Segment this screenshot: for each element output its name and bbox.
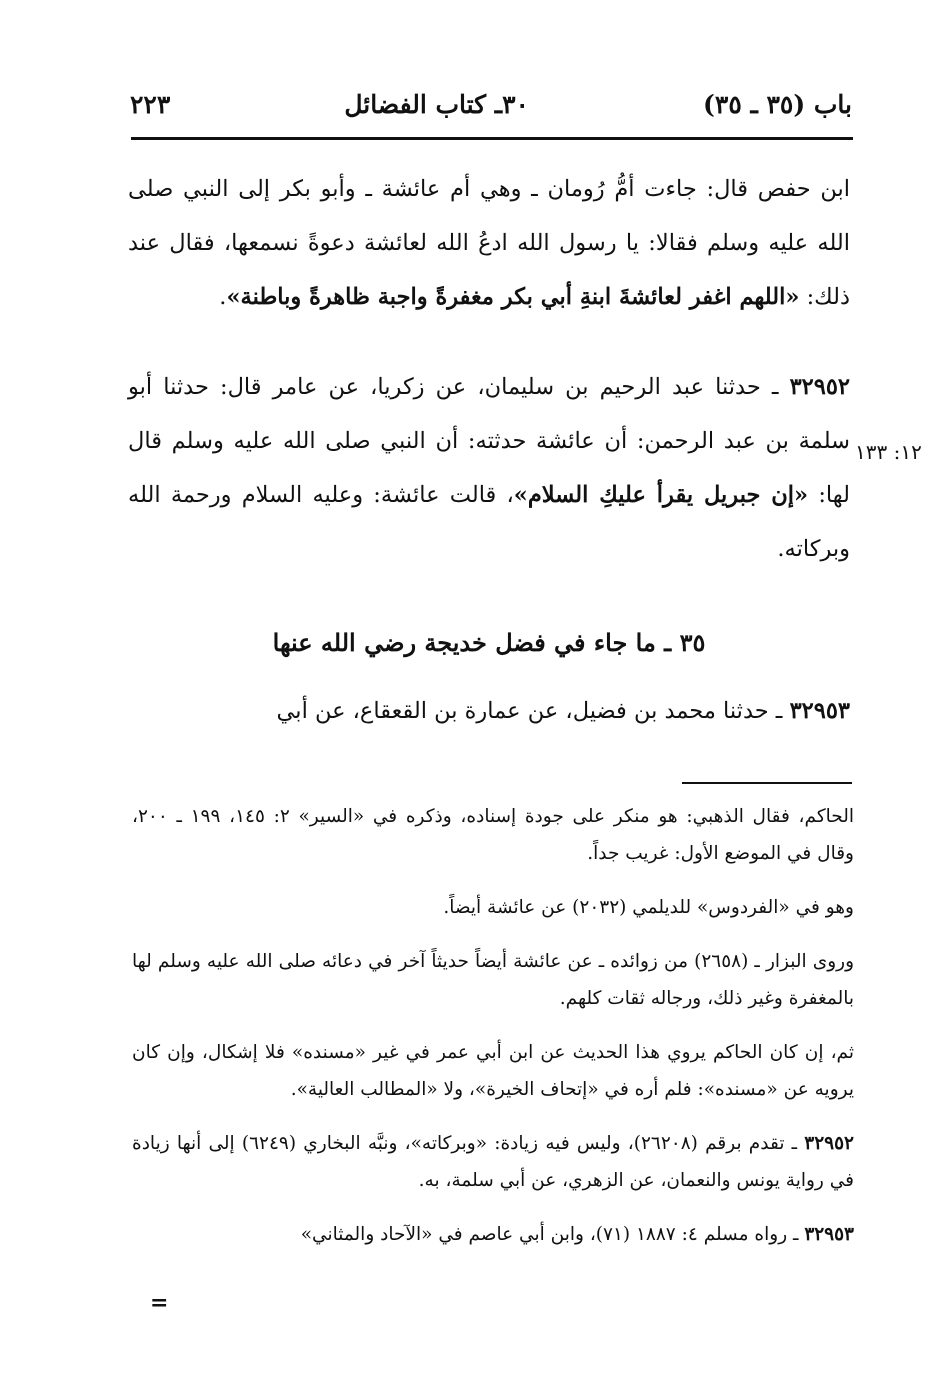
footnote-text: ـ تقدم برقم (٢٦٢٠٨)، وليس فيه زيادة: «وبركاته»، ونبَّه البخاري (٦٢٤٩) إلى أنها زيادة في رواية يونس والنعمان، عن الزهري، عن أبي سلمة، به.	[132, 1133, 854, 1191]
paragraph-end: .	[219, 284, 227, 310]
header-rule	[131, 137, 853, 140]
paragraph-text: ـ حدثنا محمد بن فضيل، عن عمارة بن القعقاع، عن أبي	[276, 698, 790, 724]
footnote: الحاكم، فقال الذهبي: هو منكر على جودة إسناده، وذكره في «السير» ٢: ١٤٥، ١٩٩ ـ ٢٠٠، وقال في الموضع الأول: غريب جداً.	[132, 806, 854, 864]
paragraph-text: ـ حدثنا عبد الرحيم بن سليمان، عن زكريا، عن عامر قال: حدثنا أبو سلمة بن عبد الرحمن: أن عائشة حدثته: أن النبي صلى الله عليه وسلم قال لها:	[128, 374, 850, 508]
footnote-rule	[682, 782, 852, 784]
hadith-32953	[128, 684, 850, 738]
book-title: ٣٠ـ كتاب الفضائل	[344, 89, 529, 119]
paragraph-continuation	[128, 162, 850, 324]
footnote-number: ٣٢٩٥٢	[804, 1133, 854, 1154]
section-title: ٣٥ ـ ما جاء في فضل خديجة رضي الله عنها	[272, 628, 706, 657]
footnote	[132, 1216, 854, 1253]
main-text	[128, 162, 850, 738]
hadith-quote: «إن جبريل يقرأ عليكِ السلام»	[513, 482, 809, 508]
hadith-32952	[128, 360, 850, 576]
paragraph-end: ، قالت عائشة: وعليه السلام ورحمة الله وبركاته.	[128, 482, 850, 562]
footnote-text: ـ رواه مسلم ٤: ١٨٨٧ (٧١)، وابن أبي عاصم في «الآحاد والمثاني»	[300, 1224, 805, 1245]
footnote: وهو في «الفردوس» للديلمي (٢٠٣٢) عن عائشة أيضاً.	[443, 897, 854, 918]
page-header	[130, 82, 852, 126]
footnote: وروى البزار ـ (٢٦٥٨) من زوائده ـ عن عائشة أيضاً حديثاً آخر في دعائه صلى الله عليه وسلم لها بالمغفرة وغير ذلك، ورجاله ثقات كلهم.	[132, 951, 855, 1009]
continuation-mark: =	[150, 1290, 169, 1316]
footnote-number: ٣٢٩٥٣	[804, 1224, 854, 1245]
margin-reference: ١٢: ١٣٣	[855, 440, 922, 464]
chapter-heading: باب (٣٥ ـ ٣٥)	[703, 89, 852, 119]
hadith-number: ٣٢٩٥٢	[789, 374, 850, 400]
footnotes	[132, 798, 854, 1270]
paragraph-text: ابن حفص قال: جاءت أمُّ رُومان ـ وهي أم عائشة ـ وأبو بكر إلى النبي صلى الله عليه وسلم فقالا: يا رسول الله ادعُ الله لعائشة دعوةً نسمعها، فقال عند ذلك:	[128, 176, 850, 310]
hadith-number: ٣٢٩٥٣	[789, 698, 850, 724]
footnote: ثم، إن كان الحاكم يروي هذا الحديث عن ابن أبي عمر في غير «مسنده» فلا إشكال، وإن كان يرويه عن «مسنده»: فلم أره في «إتحاف الخيرة»، ولا «المطالب العالية».	[132, 1042, 854, 1100]
footnote	[132, 1125, 854, 1199]
hadith-quote: «اللهم اغفر لعائشةَ ابنةِ أبي بكر مغفرةً واجبة ظاهرةً وباطنة»	[226, 284, 800, 310]
page-number: ٢٢٣	[130, 89, 171, 119]
